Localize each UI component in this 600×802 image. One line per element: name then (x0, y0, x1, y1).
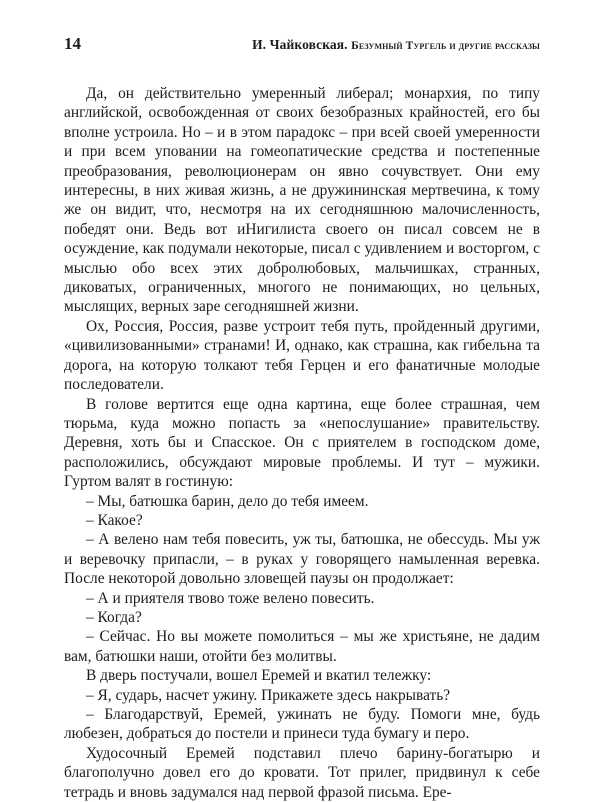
book-page (64, 34, 540, 801)
paragraph-1: Да, он действительно умеренный либерал; монархия, по типу английской, освобожденная от своих безобразных крайностей, его бы вполне устроила. Но – и в этом парадокс – при всей своей умеренности и при всем уповании на гомеопатические средства и постепенные преобразования, революционерам он явно сочувствует. Они ему интересны, в них живая жизнь, а не дружининская мертвечина, к тому же он видит, что, несмотря на их сегодняшнюю малочисленность, победят они. Ведь вот иНигилиста своего он писал совсем не в осуждение, как подумали некоторые, писал с удивлением и восторгом, с мыслью обо всех этих добролюбовых, мальчишках, странных, диковатых, ограниченных, многого не понимающих, но цельных, мыслящих, верных заре сегодняшней жизни. (64, 85, 540, 316)
paragraph-2: Ох, Россия, Россия, разве устроит тебя путь, пройденный другими, «цивилизованными» странами! И, однако, как страшна, как гибельна та дорога, на которую толкают тебя Герцен и его фанатичные молодые последователи. (64, 317, 540, 394)
running-title-book: Безумный Тургель и другие рассказы (351, 40, 540, 52)
dialogue-line: – Мы, батюшка барин, дело до тебя имеем. (86, 492, 369, 510)
running-title (252, 36, 540, 55)
dialogue-line: – А велено нам тебя повесить, уж ты, батюшка, не обессудь. Мы уж и веревочку припасли, – в руках у говорящего намыленная веревка. После некоторой довольно зловещей паузы он продолжает: (64, 531, 540, 588)
dialogue-line: – А и приятеля твово тоже велено повесить. (86, 589, 375, 607)
body-text (64, 84, 540, 802)
dialogue-line: – Я, сударь, насчет ужину. Прикажете здесь накрывать? (86, 686, 451, 704)
dialogue-line: – Какое? (86, 511, 143, 529)
dialogue-line: – Когда? (86, 608, 142, 626)
dialogue-line: – Сейчас. Но вы можете помолиться – мы же христьяне, не дадим вам, батюшки наши, отойти без молитвы. (64, 628, 540, 665)
paragraph-3: В голове вертится еще одна картина, еще более страшная, чем тюрьма, куда можно попасть за «непослушание» правительству. Деревня, хоть бы и Спасское. Он с приятелем в господском доме, расположились, обсуждают мировые проблемы. И тут – мужики. Гуртом валят в гостиную: (64, 395, 540, 491)
page-number: 14 (64, 34, 81, 53)
running-title-author: И. Чайковская. (252, 37, 348, 52)
paragraph-last: Худосочный Еремей подставил плечо барину-богатырю и благополучно довел его до кровати. Тот прилег, придвинул к себе тетрадь и вновь задумался над первой фразой письма. Ере- (64, 744, 540, 801)
dialogue-line: – Благодарствуй, Еремей, ужинать не буду. Помоги мне, будь любезен, добраться до постели и принеси туда бумагу и перо. (64, 706, 540, 743)
paragraph-narration: В дверь постучали, вошел Еремей и вкатил тележку: (86, 667, 432, 685)
page-header (64, 34, 540, 58)
